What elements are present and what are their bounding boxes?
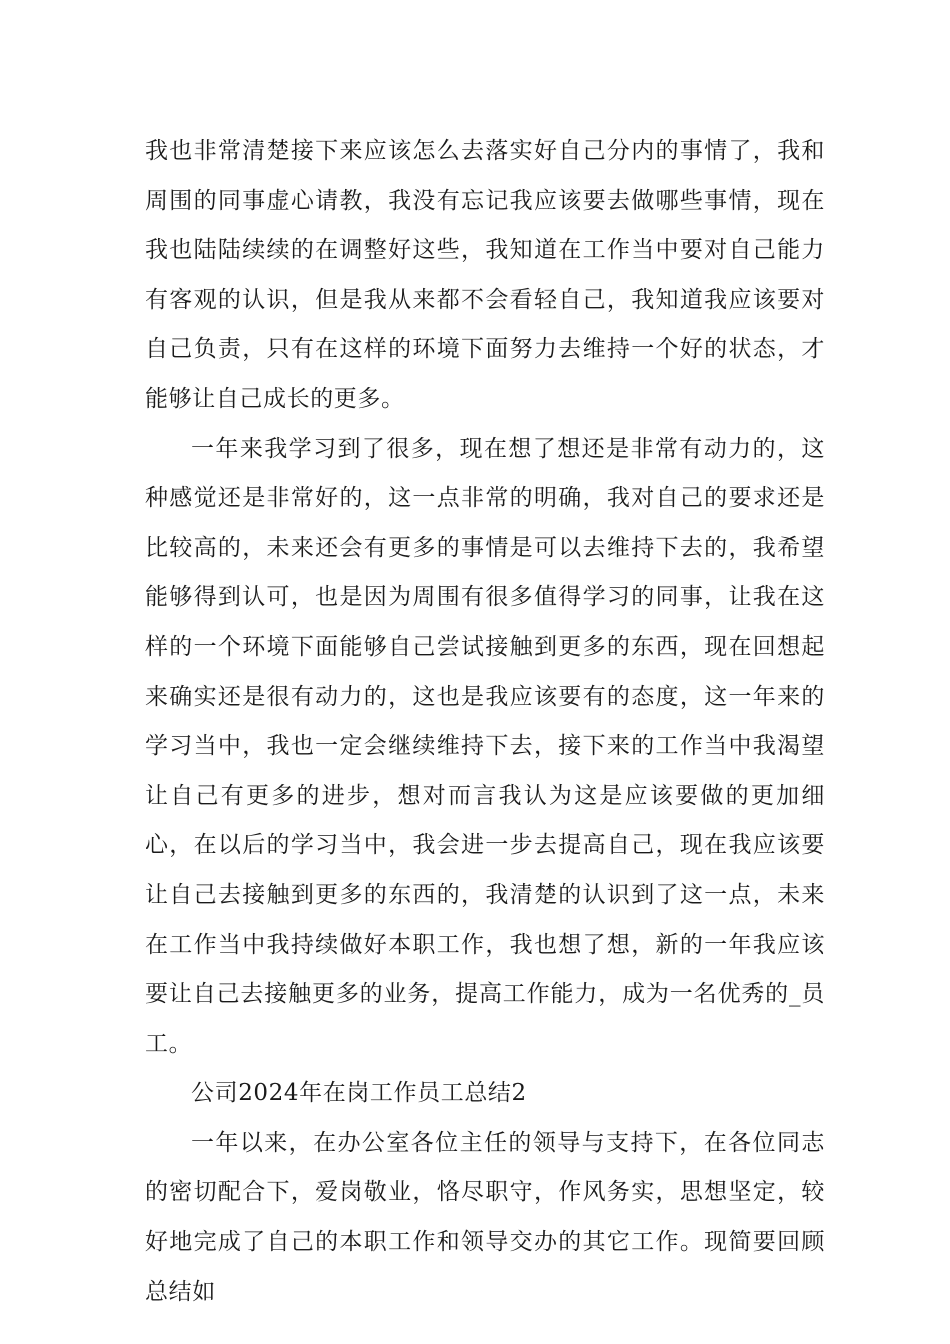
section-heading: 公司2024年在岗工作员工总结2 xyxy=(191,1080,527,1107)
document-body xyxy=(145,127,825,1317)
paragraph-2: 一年来我学习到了很多，现在想了想还是非常有动力的，这种感觉还是非常好的，这一点非常的明确，我对自己的要求还是比较高的，未来还会有更多的事情是可以去维持下去的，我希望能够得到认可，也是因为周围有很多值得学习的同事，让我在这样的一个环境下面能够自己尝试接触到更多的东西，现在回想起来确实还是很有动力的，这也是我应该要有的态度，这一年来的学习当中，我也一定会继续维持下去，接下来的工作当中我渴望让自己有更多的进步，想对而言我认为这是应该要做的更加细心，在以后的学习当中，我会进一步去提高自己，现在我应该要让自己去接触到更多的东西的，我清楚的认识到了这一点，未来在工作当中我持续做好本职工作，我也想了想，新的一年我应该要让自己去接触更多的业务，提高工作能力，成为一名优秀的_员工。 xyxy=(145,435,825,1057)
paragraph-3: 一年以来，在办公室各位主任的领导与支持下，在各位同志的密切配合下，爱岗敬业，恪尽职守，作风务实，思想坚定，较好地完成了自己的本职工作和领导交办的其它工作。现简要回顾总结如 xyxy=(145,1129,825,1305)
paragraph-1: 我也非常清楚接下来应该怎么去落实好自己分内的事情了，我和周围的同事虚心请教，我没有忘记我应该要去做哪些事情，现在我也陆陆续续的在调整好这些，我知道在工作当中要对自己能力有客观的认识，但是我从来都不会看轻自己，我知道我应该要对自己负责，只有在这样的环境下面努力去维持一个好的状态，才能够让自己成长的更多。 xyxy=(145,138,825,412)
